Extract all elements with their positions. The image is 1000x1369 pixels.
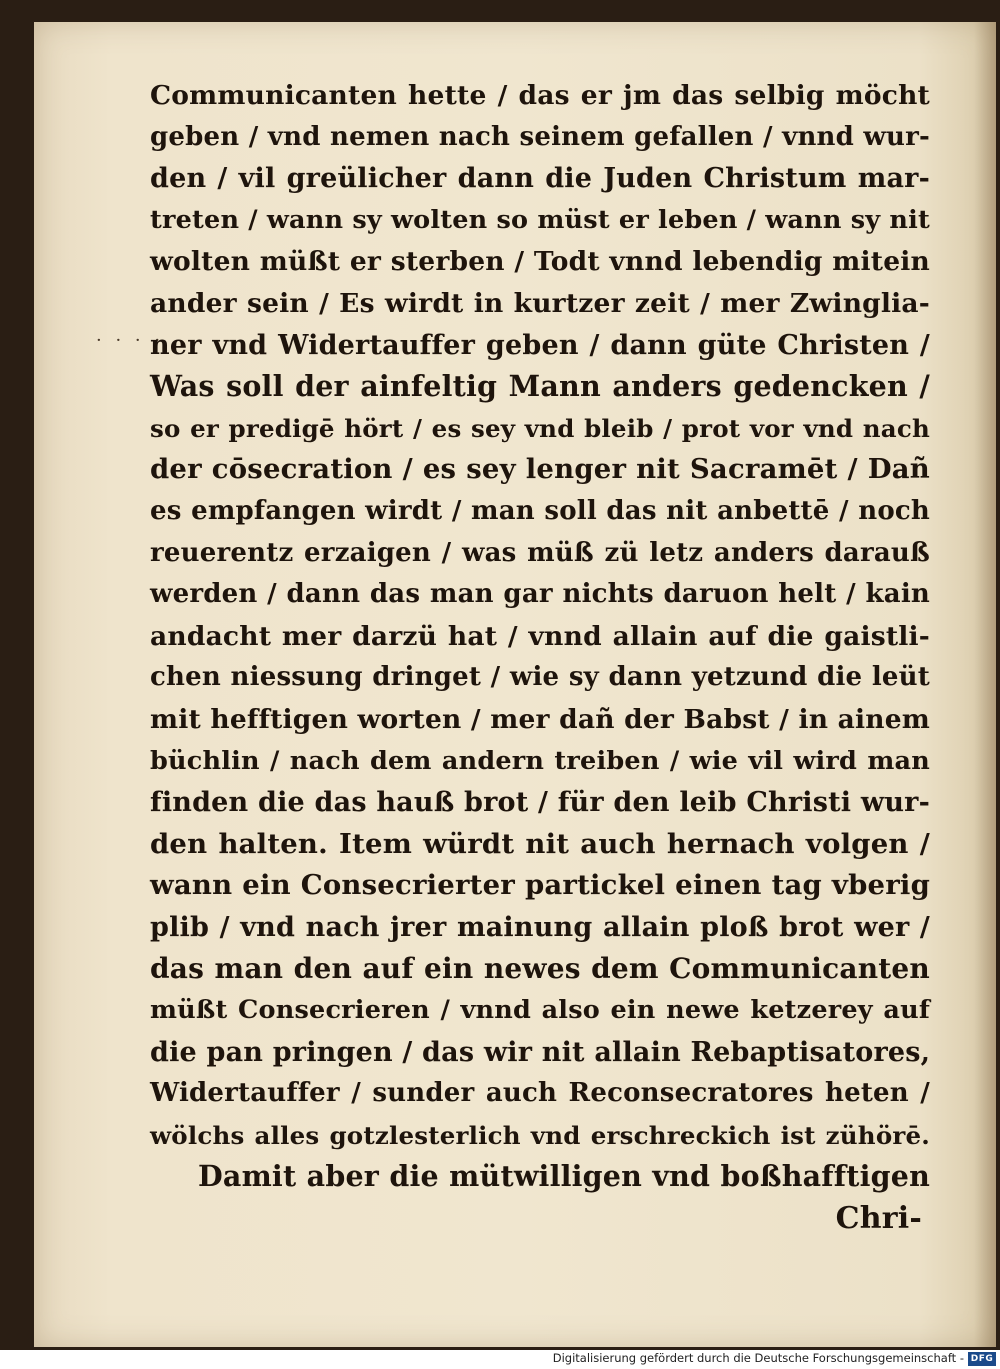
text-line-13: werden / dann das man gar nichts daruon helt / kain [150,579,930,610]
text-line-12: reuerentz erzaigen / was müß zü letz anders darauß [150,537,930,568]
text-line-8: Was soll der ainfeltig Mann anders gedencken / [150,369,930,404]
text-line-6: ander sein / Es wirdt in kurtzer zeit / mer Zwinglia- [150,287,930,319]
page-edge-shadow [974,22,996,1347]
text-line-5: wolten müßt er sterben / Todt vnnd lebendig mitein [150,246,930,278]
text-line-24: die pan pringen / das wir nit allain Rebaptisatores, [150,1036,931,1068]
text-line-23: müßt Consecrieren / vnnd also ein newe ketzerey auf [150,995,930,1026]
text-line-1: Communicanten hette / das er jm das selbig möcht [150,80,930,111]
text-line-4: treten / wann sy wolten so müst er leben / wann sy nit [150,204,930,235]
text-line-9: so er predigē hört / es sey vnd bleib / prot vor vnd nach [150,413,930,443]
funding-credit: Digitalisierung gefördert durch die Deutsche Forschungsgemeinschaft - [552,1351,964,1365]
text-line-26: wölchs alles gotzlesterlich vnd erschreckich ist zühörē. [150,1120,930,1150]
text-line-25: Widertauffer / sunder auch Reconsecratores heten / [150,1078,930,1109]
catchword: Chri- [835,1201,922,1237]
text-line-2: geben / vnd nemen nach seinem gefallen / vnnd wur- [150,121,930,152]
page-text-block [150,75,930,1240]
text-line-15: chen niessung dringet / wie sy dann yetzund die leüt [150,662,930,693]
footer-bar [0,1350,1000,1369]
text-line-18: finden die das hauß brot / für den leib Christi wur- [150,787,930,819]
text-line-11: es empfangen wirdt / man soll das nit anbettē / noch [150,495,930,526]
text-line-16: mit hefftigen worten / mer dañ der Babst / in ainem [150,703,931,735]
dfg-logo-icon: DFG [968,1352,996,1366]
text-line-27: Damit aber die mütwilligen vnd boßhafftigen [198,1159,930,1194]
text-line-7: ner vnd Widertauffer geben / dann güte Christen / [150,329,930,361]
text-line-10: der cōsecration / es sey lenger nit Sacramēt / Dañ [150,453,930,486]
text-line-21: plib / vnd nach jrer mainung allain ploß brot wer / [150,911,930,943]
text-line-17: büchlin / nach dem andern treiben / wie vil wird man [150,745,930,776]
text-line-20: wann ein Consecrierter partickel einen tag vberig [150,869,930,902]
text-line-14: andacht mer darzü hat / vnnd allain auf die gaistli- [150,620,930,652]
text-line-22: das man den auf ein newes dem Communicanten [150,952,930,986]
text-line-19: den halten. Item würdt nit auch hernach volgen / [150,827,930,860]
margin-marks: · · · · [96,330,165,351]
text-line-3: den / vil greülicher dann die Juden Christum mar- [150,163,930,195]
